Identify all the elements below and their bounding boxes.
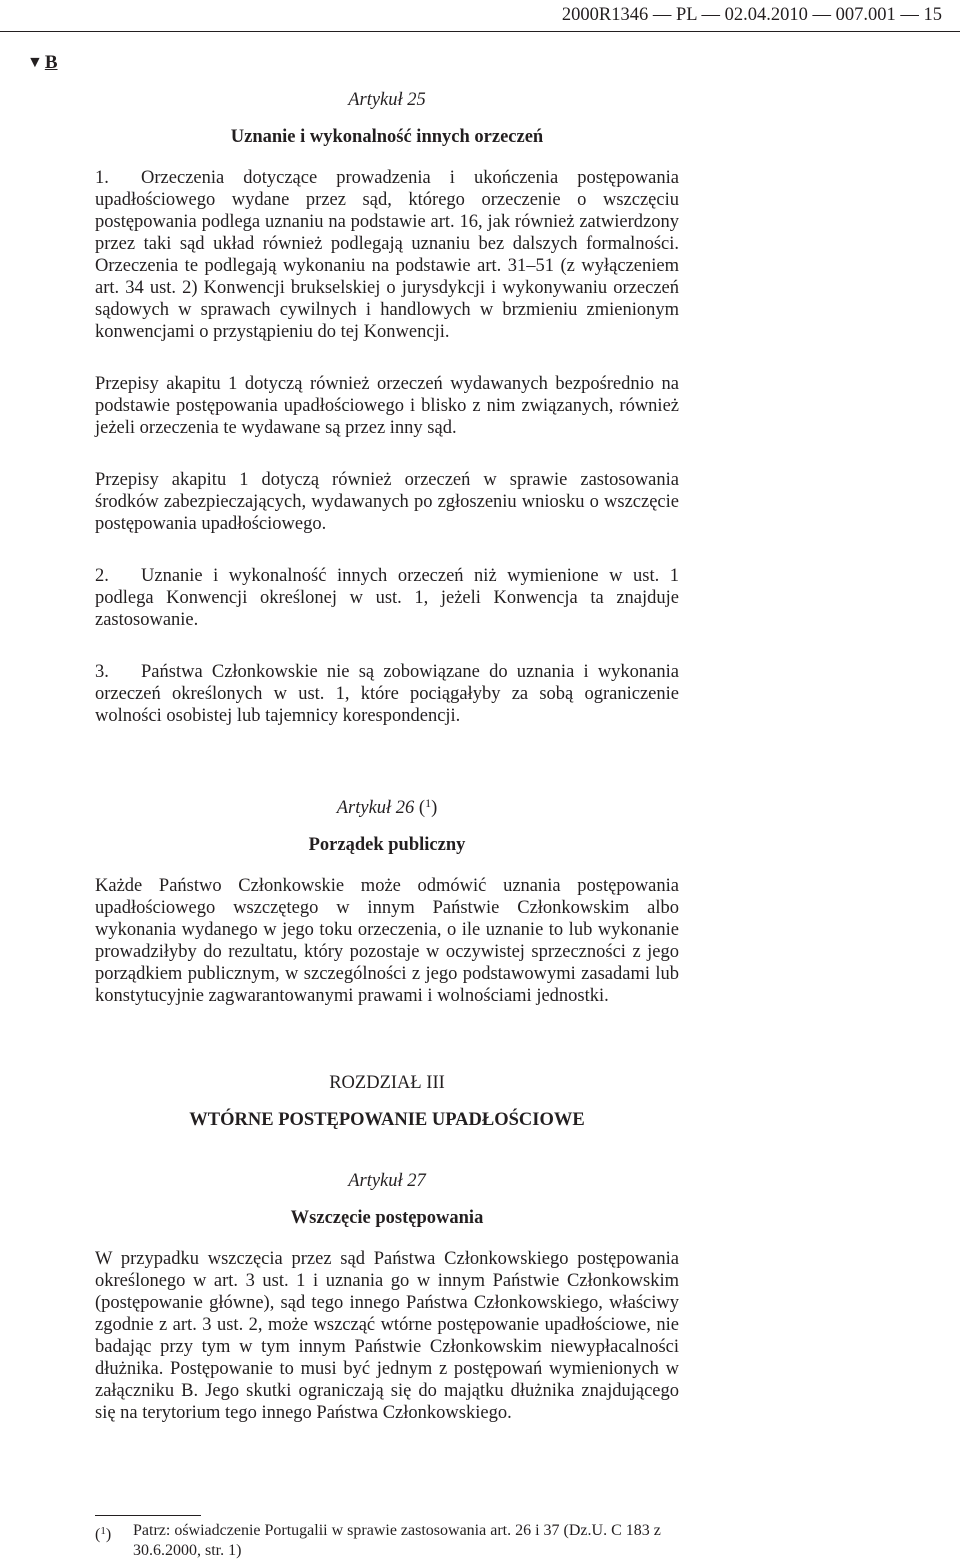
paragraph-number: 2. [95, 566, 109, 586]
paragraph-text: Państwa Członkowskie nie są zobowiązane do uznania i wykonania orzeczeń określonych w ust. 1, które pociągałyby za sobą ograniczenie wolności osobistej lub tajemnicy korespondencji. [95, 662, 679, 726]
footnote-ref-open: ( [418, 798, 426, 818]
article-27-text: W przypadku wszczęcia przez sąd Państwa Członkowskiego postępowania określonego w art. 3 ust. 1 i uznania go w innym Państwie Członkowskim (postępowanie główne), sąd tego innego Państwa Członkowskiego, właściwy zgodnie z art. 3 ust. 2, może wszcząć wtórne postępowanie upadłościowe, nie badając przy tym w tym innym Państwie Członkowskim niewypłacalności dłużnika. Postępowanie to musi być jednym z postępowań wymienionych w załączniku B. Jego skutki ograniczają się do majątku dłużnika znajdującego się na terytorium tego innego Państwa Członkowskiego. [95, 1249, 679, 1423]
header-rule [0, 31, 960, 32]
article-25-number: Artykuł 25 [348, 90, 426, 110]
article-26-number-text: Artykuł 26 [336, 798, 415, 818]
document-body [95, 88, 679, 1424]
chapter-label: ROZDZIAŁ III [329, 1073, 445, 1093]
footnote-mark-open: ( [95, 1526, 101, 1543]
article-26-text: Każde Państwo Członkowskie może odmówić uznania postępowania upadłościowego wszczętego w innym Państwie Członkowskim albo wykonania wydanego w jego toku orzeczenia, o ile uznanie to lub wykonanie prowadziłyby do rezultatu, który pozostaje w oczywistej sprzeczności z jego porządkiem publicznym, w szczególności z jego podstawowymi zasadami lub konstytucyjnie zagwarantowanymi prawami i wolnościami jednostki. [95, 876, 679, 1006]
footnote-mark-close: ) [105, 1526, 112, 1543]
footnote [95, 1521, 679, 1561]
article-27-number: Artykuł 27 [348, 1171, 426, 1191]
footnote-text: Patrz: oświadczenie Portugalii w sprawie zastosowania art. 26 i 37 (Dz.U. C 183 z 30.6.2000, str. 1) [133, 1522, 661, 1559]
amendment-marker-label: B [44, 52, 58, 73]
footnote-mark-number: 1 [100, 1525, 106, 1537]
article-25-paragraph-1 [95, 167, 679, 343]
footnote-ref-number[interactable]: 1 [425, 796, 432, 810]
paragraph-number: 1. [95, 168, 109, 188]
article-25-title: Uznanie i wykonalność innych orzeczeń [230, 127, 544, 147]
paragraph-number: 3. [95, 662, 109, 682]
paragraph-text: Uznanie i wykonalność innych orzeczeń niż wymienione w ust. 1 podlega Konwencji określonej w ust. 1, jeżeli Konwencja ta znajduje zastosowanie. [95, 566, 679, 630]
article-25-paragraph-1c: Przepisy akapitu 1 dotyczą również orzeczeń w sprawie zastosowania środków zabezpieczających, wydawanych po zgłoszeniu wniosku o wszczęcie postępowania upadłościowego. [95, 470, 679, 534]
footnote-mark [95, 1521, 133, 1545]
chapter-title: WTÓRNE POSTĘPOWANIE UPADŁOŚCIOWE [189, 1110, 585, 1130]
footnote-rule [95, 1515, 201, 1516]
article-25-paragraph-1b: Przepisy akapitu 1 dotyczą również orzeczeń wydawanych bezpośrednio na podstawie postępowania upadłościowego i blisko z nim związanych, również jeżeli orzeczenia te wydawane są przez inny sąd. [95, 374, 679, 438]
article-26-title: Porządek publiczny [308, 835, 466, 855]
article-26-number [95, 791, 679, 820]
article-25-paragraph-3 [95, 661, 679, 727]
article-25-paragraph-2 [95, 565, 679, 631]
footnote-ref-close: ) [431, 798, 438, 818]
amendment-marker [27, 51, 58, 75]
paragraph-text: Orzeczenia dotyczące prowadzenia i ukończenia postępowania upadłościowego wydane przez sąd, którego orzeczenie o wszczęciu postępowania podlega uznaniu na podstawie art. 16, jak również zatwierdzony przez taki sąd układ również podlegają uznaniu bez dalszych formalności. Orzeczenia te podlegają wykonaniu na podstawie art. 31–51 (z wyłączeniem art. 34 ust. 2) Konwencji brukselskiej o jurysdykcji i wykonywaniu orzeczeń sądowych w sprawach cywilnych i handlowych w brzmieniu zmienionym konwencjami o przystąpieniu do tej Konwencji. [95, 168, 679, 342]
running-header: 2000R1346 — PL — 02.04.2010 — 007.001 — 15 [561, 5, 942, 25]
article-27-title: Wszczęcie postępowania [290, 1208, 484, 1228]
triangle-down-icon: ▼ [27, 54, 43, 71]
